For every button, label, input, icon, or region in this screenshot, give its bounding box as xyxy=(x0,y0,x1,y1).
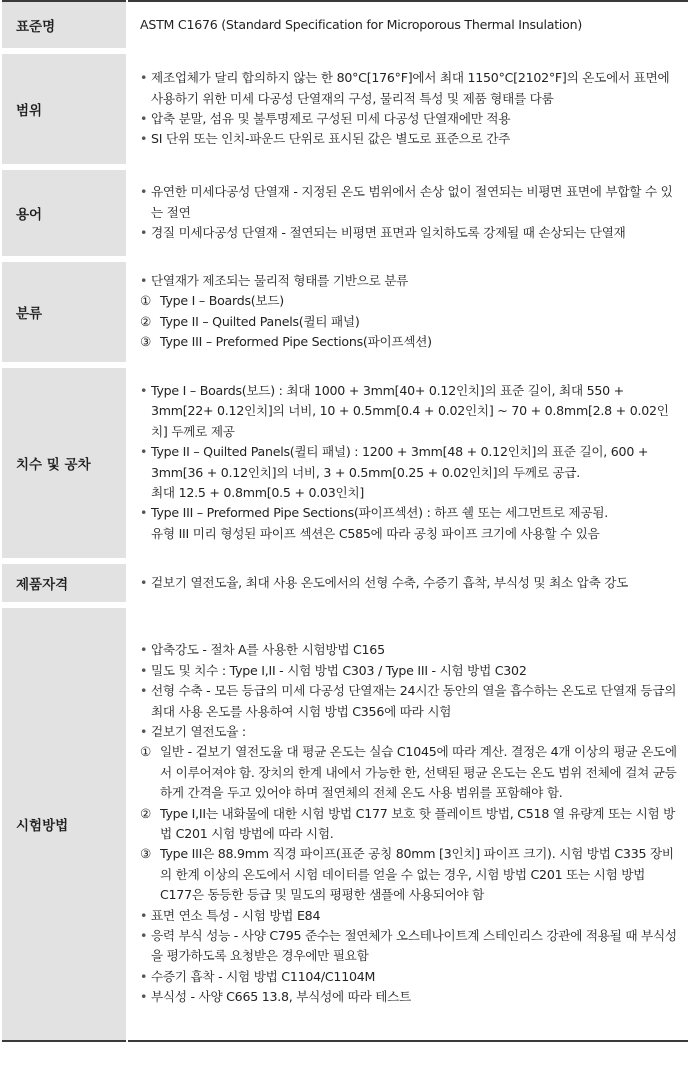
row-header-standard-name: 표준명 xyxy=(2,1,127,51)
row-terms xyxy=(2,167,688,259)
row-content-standard-name xyxy=(127,1,688,51)
sub-item-text: Type III은 88.9mm 직경 파이프(표준 공칭 80mm [3인치] 파이프 크기). 시험 방법 C335 장비의 한계 이상의 온도에서 시험 데이터를 얻을 수 없는 경우, 시험 방법 C201 또는 시험 방법 C177은 동등한 등급 및 밀도의 평평한 샘플에 사용되어야 함 xyxy=(160,846,674,903)
bullet-item: • 유연한 미세다공성 단열재 - 지정된 온도 범위에서 손상 없이 절연되는 비평면 표면에 부합할 수 있는 절연 xyxy=(140,182,680,223)
numbered-sub-item xyxy=(140,332,680,352)
numbered-sub-item xyxy=(140,312,680,332)
sub-item-text: Type II – Quilted Panels(퀼티 패널) xyxy=(160,313,360,329)
row-content-terms xyxy=(127,167,688,259)
continuation-text: 최대 12.5 + 0.8mm[0.5 + 0.03인치] xyxy=(151,485,365,501)
circled-number: ② xyxy=(140,805,152,821)
bullet-item: • 겉보기 열전도율 : xyxy=(140,722,680,742)
row-content-qualification xyxy=(127,561,688,605)
row-qualification xyxy=(2,561,688,605)
bullet-item: • 압축 분말, 섬유 및 불투명제로 구성된 미세 다공성 단열재에만 적용 xyxy=(140,109,680,129)
bullet-item: • 밀도 및 치수 : Type I,II - 시험 방법 C303 / Type III - 시험 방법 C302 xyxy=(140,661,680,681)
numbered-sub-item xyxy=(140,804,680,845)
bullet-item: • 수증기 흡착 - 시험 방법 C1104/C1104M xyxy=(140,967,680,987)
row-content-test-methods xyxy=(127,605,688,1041)
circled-number: ① xyxy=(140,744,152,760)
sub-item-text: 일반 - 겉보기 열전도율 대 평균 온도는 실습 C1045에 따라 계산. 결정은 4개 이상의 평균 온도에서 이루어져야 함. 장치의 한계 내에서 가능한 한, 선택된 평균 온도는 온도 범위 전체에 걸쳐 균등하게 간격을 두고 있어야 하며 절연체의 전체 온도 사용 범위를 포함해야 함. xyxy=(160,744,677,801)
bullet-item: • 응력 부식 성능 - 사양 C795 준수는 절연체가 오스테나이트계 스테인리스 강관에 적용될 때 부식성을 평가하도록 요청받은 경우에만 필요함 xyxy=(140,926,680,967)
circled-number: ③ xyxy=(140,846,152,862)
bullet-item: • SI 단위 또는 인치-파운드 단위로 표시된 값은 별도로 표준으로 간주 xyxy=(140,129,680,149)
sub-item-text: Type I,II는 내화물에 대한 시험 방법 C177 보호 핫 플레이트 방법, C518 열 유량계 또는 시험 방법 C201 시험 방법에 따라 시험. xyxy=(160,805,676,842)
numbered-sub-item xyxy=(140,291,680,311)
bullet-item: • 제조업체가 달리 합의하지 않는 한 80°C[176°F]에서 최대 1150°C[2102°F]의 온도에서 표면에 사용하기 위한 미세 다공성 단열재의 구성, 물리적 특성 및 제품 형태를 다룸 xyxy=(140,68,680,109)
numbered-sub-item xyxy=(140,844,680,905)
bullet-item: • 표면 연소 특성 - 시험 방법 E84 xyxy=(140,906,680,926)
circled-number: ① xyxy=(140,293,152,309)
bullet-item: • 부식성 - 사양 C665 13.8, 부식성에 따라 테스트 xyxy=(140,987,680,1007)
bullet-item: • 겉보기 열전도율, 최대 사용 온도에서의 선형 수축, 수증기 흡착, 부식성 및 최소 압축 강도 xyxy=(140,573,680,593)
spec-table xyxy=(2,0,688,1042)
bullet-item: • Type II – Quilted Panels(퀼티 패널) : 1200 + 3mm[48 + 0.12인치]의 표준 길이, 600 + 3mm[36 + 0.12인치]의 너비, 3 + 0.5mm[0.25 + 0.02인치]의 두께로 공급. xyxy=(140,442,680,483)
row-test-methods xyxy=(2,605,688,1041)
row-standard-name xyxy=(2,1,688,51)
sub-item-text: Type III – Preformed Pipe Sections(파이프섹션) xyxy=(160,334,432,350)
spec-table-body xyxy=(2,1,688,1041)
row-header-scope: 범위 xyxy=(2,51,127,167)
bullet-item: • Type I – Boards(보드) : 최대 1000 + 3mm[40+ 0.12인치]의 표준 길이, 최대 550 + 3mm[22+ 0.12인치]의 너비, 10 + 0.5mm[0.4 + 0.02인치] ~ 70 + 0.8mm[2.8 + 0.02인치] 두께로 제공 xyxy=(140,381,680,442)
bullet-item: • 경질 미세다공성 단열재 - 절연되는 비평면 표면과 일치하도록 강제될 때 손상되는 단열재 xyxy=(140,223,680,243)
bullet-item: • 단열재가 제조되는 물리적 형태를 기반으로 분류 xyxy=(140,271,680,291)
row-header-test-methods: 시험방법 xyxy=(2,605,127,1041)
numbered-sub-item xyxy=(140,742,680,803)
bullet-item: • 압축강도 - 절차 A를 사용한 시험방법 C165 xyxy=(140,640,680,660)
row-content-dimensions xyxy=(127,365,688,561)
plain-text: ASTM C1676 (Standard Specification for Microporous Thermal Insulation) xyxy=(140,16,583,32)
row-content-scope xyxy=(127,51,688,167)
continuation-text: 유형 III 미리 형성된 파이프 섹션은 C585에 따라 공칭 파이프 크기에 사용할 수 있음 xyxy=(151,525,600,541)
row-header-dimensions: 치수 및 공차 xyxy=(2,365,127,561)
circled-number: ③ xyxy=(140,334,152,350)
row-content-classification xyxy=(127,259,688,365)
row-header-terms: 용어 xyxy=(2,167,127,259)
bullet-item: • 선형 수축 - 모든 등급의 미세 다공성 단열재는 24시간 동안의 열을 흡수하는 온도로 단열재 등급의 최대 사용 온도를 사용하여 시험 방법 C356에 따라 시험 xyxy=(140,681,680,722)
sub-item-text: Type I – Boards(보드) xyxy=(160,293,284,309)
row-header-qualification: 제품자격 xyxy=(2,561,127,605)
bullet-item: • Type III – Preformed Pipe Sections(파이프섹션) : 하프 쉘 또는 세그먼트로 제공됨. xyxy=(140,503,680,523)
row-header-classification: 분류 xyxy=(2,259,127,365)
row-dimensions xyxy=(2,365,688,561)
circled-number: ② xyxy=(140,313,152,329)
row-classification xyxy=(2,259,688,365)
row-scope xyxy=(2,51,688,167)
